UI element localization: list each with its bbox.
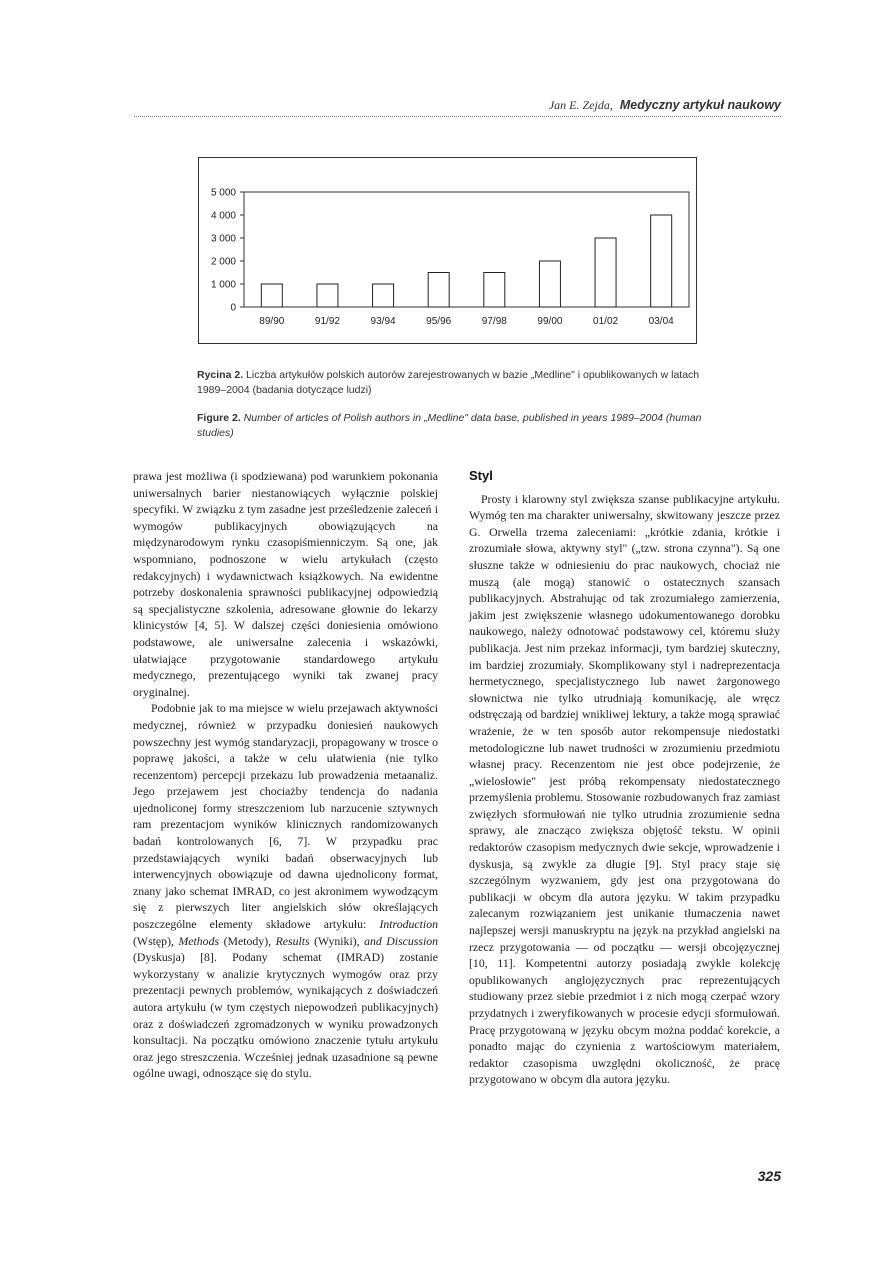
left-paragraph-2-text: Podobnie jak to ma miejsce w wielu przejawach aktywności medycznej, również w przypadku doniesień naukowych powszechny jest wymóg standaryzacji, propagowany w trosce o poprawę jakości, a także w celu ułatwienia (nie tylko recenzentom) percepcji przekazu lub prowadzenia metaanaliz. Jego przejawem jest chociażby tendencja do nadania ujednoliconej formy streszczeniom lub narzucenie sztywnych ram prezentacjom wyników klinicznych randomizowanych badań kontrolowanych [6, 7]. W przypadku prac przedstawiających wyniki badań obserwacyjnych lub interwencyjnych obowiązuje od dawna ujednolicony format, znany jako schemat IMRAD, co jest akronimem wywodzącym się z pierwszych liter angielskich słów określających poszczególne elementy składowe artykułu:	[133, 701, 438, 932]
figure-caption-en	[197, 411, 717, 440]
right-paragraph-1: Prosty i klarowny styl zwiększa szanse publikacyjne artykułu. Wymóg ten ma charakter uniwersalny, skwitowany jeszcze przez G. Orwella trzema zaleceniami: „krótkie zdania, krótkie i zrozumiałe słowa, aktywny styl" („tzw. strona czynna"). Są one słuszne także w odniesieniu do prac naukowych, chociaż nie muszą (ale mogą) stanowić o ostatecznych szansach publikacyjnych. Abstrahując od tak zrozumiałego zamierzenia, jakim jest zwiększenie własnego udokumentowanego dorobku naukowego, należy odnotować podstawowy cel, któremu służy publikacja. Jest nim przekaz informacji, tym bardziej skuteczny, im bardziej zrozumiały. Skomplikowany styl i nadreprezentacja hermetycznego, specjalistycznego lub nawet żargonowego słownictwa nie tylko utrudniają komunikację, ale wręcz odstręczają od bardziej wnikliwej lektury, a także mogą sprawiać wrażenie, że w ten sposób autor rekompensuje niedostatki metodologiczne lub nawet trudności w zrozumieniu przedmiotu własnej pracy. Recenzentom nie jest obce podejrzenie, że „wielosłowie" jest próbą rekompensaty niedostatecznego przemyślenia problemu. Stosowanie rozbudowanych fraz zamiast zwięzłych sformułowań nie tylko utrudnia zrozumienie sedna sprawy, ale znacząco zwiększa objętość tekstu. W opinii redaktorów czasopism medycznych dwie sekcje, wprowadzenie i dyskusja, są zwykle za długie [9]. Styl pracy staje się szczególnym wyzwaniem, gdy jest ona przygotowana do publikacji w obcym dla autora języku. W takim przypadku zalecanym rozwiązaniem jest unikanie tłumaczenia nawet najlepszej wersji manuskryptu na język na przykład angielski na rzecz przygotowania — od początku — wersji obcojęzycznej [10, 11]. Kompetentni autorzy posiadają zwykle kolekcję opublikowanych anglojęzycznych prac reprezentujących studiowany przez siebie przedmiot i z nich mogą czerpać wzory przydatnych i zweryfikowanych w procesie edycji sformułowań. Pracę przygotowaną w języku obcym można poddać korekcie, a ponadto mając do czynienia z wartościowym materiałem, redaktor czasopisma uwzględni okoliczność, że pracę przygotowano w obcym dla autora języku.	[469, 491, 780, 1087]
term-introduction: Introduction	[379, 917, 438, 932]
term-discussion: Discussion	[386, 933, 439, 948]
y-tick-label: 0	[230, 302, 236, 314]
term-discussion-pl: (Dyskusja) [8]. Podany schemat (IMRAD) zostanie wykorzystany w analizie krytycznych wymogów oraz przy prezentacji pewnych problemów, wynikających z doświadczeń autora artykułu (w tym częstych niepowodzeń publikacyjnych) oraz z doświadczeń zgromadzonych w wyniku prowadzonych konsultacji. Na początku omówiono znaczenie tytułu artykułu oraz jego streszczenia. Wcześniej jednak uzasadnione są pewne ogólne uwagi, odnoszące się do stylu.	[133, 950, 438, 1081]
bar	[651, 215, 672, 307]
bar	[261, 284, 282, 307]
page-number: 325	[757, 1168, 781, 1184]
x-tick-label: 95/96	[426, 316, 452, 327]
caption-pl-label: Rycina 2.	[197, 369, 244, 381]
figure-caption-pl	[197, 368, 717, 397]
bar	[317, 284, 338, 307]
bar	[428, 273, 449, 308]
caption-en-text: Number of articles of Polish authors in „Medline" data base, published in years 1989–2004 (human studies)	[197, 412, 702, 439]
right-column	[469, 468, 780, 1088]
left-paragraph-2	[133, 700, 438, 1082]
header-author: Jan E. Zejda,	[548, 98, 613, 112]
bar	[539, 261, 560, 307]
caption-en-label: Figure 2.	[197, 412, 241, 424]
bar	[373, 284, 394, 307]
term-results: Results	[275, 933, 310, 948]
term-methods-pl: (Metody),	[223, 933, 272, 948]
y-tick-label: 2 000	[210, 256, 236, 268]
bar	[484, 273, 505, 308]
term-introduction-pl: (Wstęp),	[133, 933, 174, 948]
bar-chart	[198, 157, 697, 344]
y-tick-label: 5 000	[210, 187, 236, 199]
y-tick-label: 3 000	[210, 233, 236, 245]
x-tick-label: 03/04	[648, 316, 674, 327]
header-title: Medyczny artykuł naukowy	[619, 98, 781, 112]
header-rule	[134, 116, 781, 117]
term-and: and	[364, 933, 382, 948]
x-tick-label: 01/02	[593, 316, 619, 327]
caption-pl-text: Liczba artykułów polskich autorów zarejestrowanych w bazie „Medline" i opublikowanych w latach 1989–2004 (badania dotyczące ludzi)	[197, 369, 700, 396]
plot-area	[244, 192, 689, 307]
left-paragraph-1: prawa jest możliwa (i spodziewana) pod warunkiem pokonania uniwersalnych barier niestanowiących wyłącznie polskiej specyfiki. W związku z tym zasadne jest prześledzenie zaleceń i wymogów publikacyjnych obowiązujących na międzynarodowym rynku czasopiśmienniczym. Są one, jak wspomniano, podnoszone w wielu artykułach (często redakcyjnych) i wydawnictwach książkowych. Na ewidentne potrzeby doskonalenia sprawności publikacyjnej odpowiedzią są specjalistyczne szkolenia, adresowane głownie do lekarzy klinicystów [4, 5]. W dalszej części doniesienia omówiono podstawowe, ale uniwersalne zalecenia i wskazówki, ułatwiające przygotowanie standardowego artykułu medycznego, prezentującego wyniki tak zwanej pracy oryginalnej.	[133, 469, 438, 699]
x-tick-label: 91/92	[314, 316, 340, 327]
term-results-pl: (Wyniki),	[314, 933, 360, 948]
left-column	[133, 468, 438, 1082]
section-heading-styl: Styl	[469, 468, 493, 483]
term-methods: Methods	[178, 933, 220, 948]
bar	[595, 238, 616, 307]
x-tick-label: 97/98	[481, 316, 507, 327]
y-tick-label: 1 000	[210, 279, 236, 291]
x-tick-label: 93/94	[370, 316, 396, 327]
x-tick-label: 99/00	[537, 316, 563, 327]
x-tick-label: 89/90	[259, 316, 285, 327]
running-header	[134, 98, 781, 113]
y-tick-label: 4 000	[210, 210, 236, 222]
